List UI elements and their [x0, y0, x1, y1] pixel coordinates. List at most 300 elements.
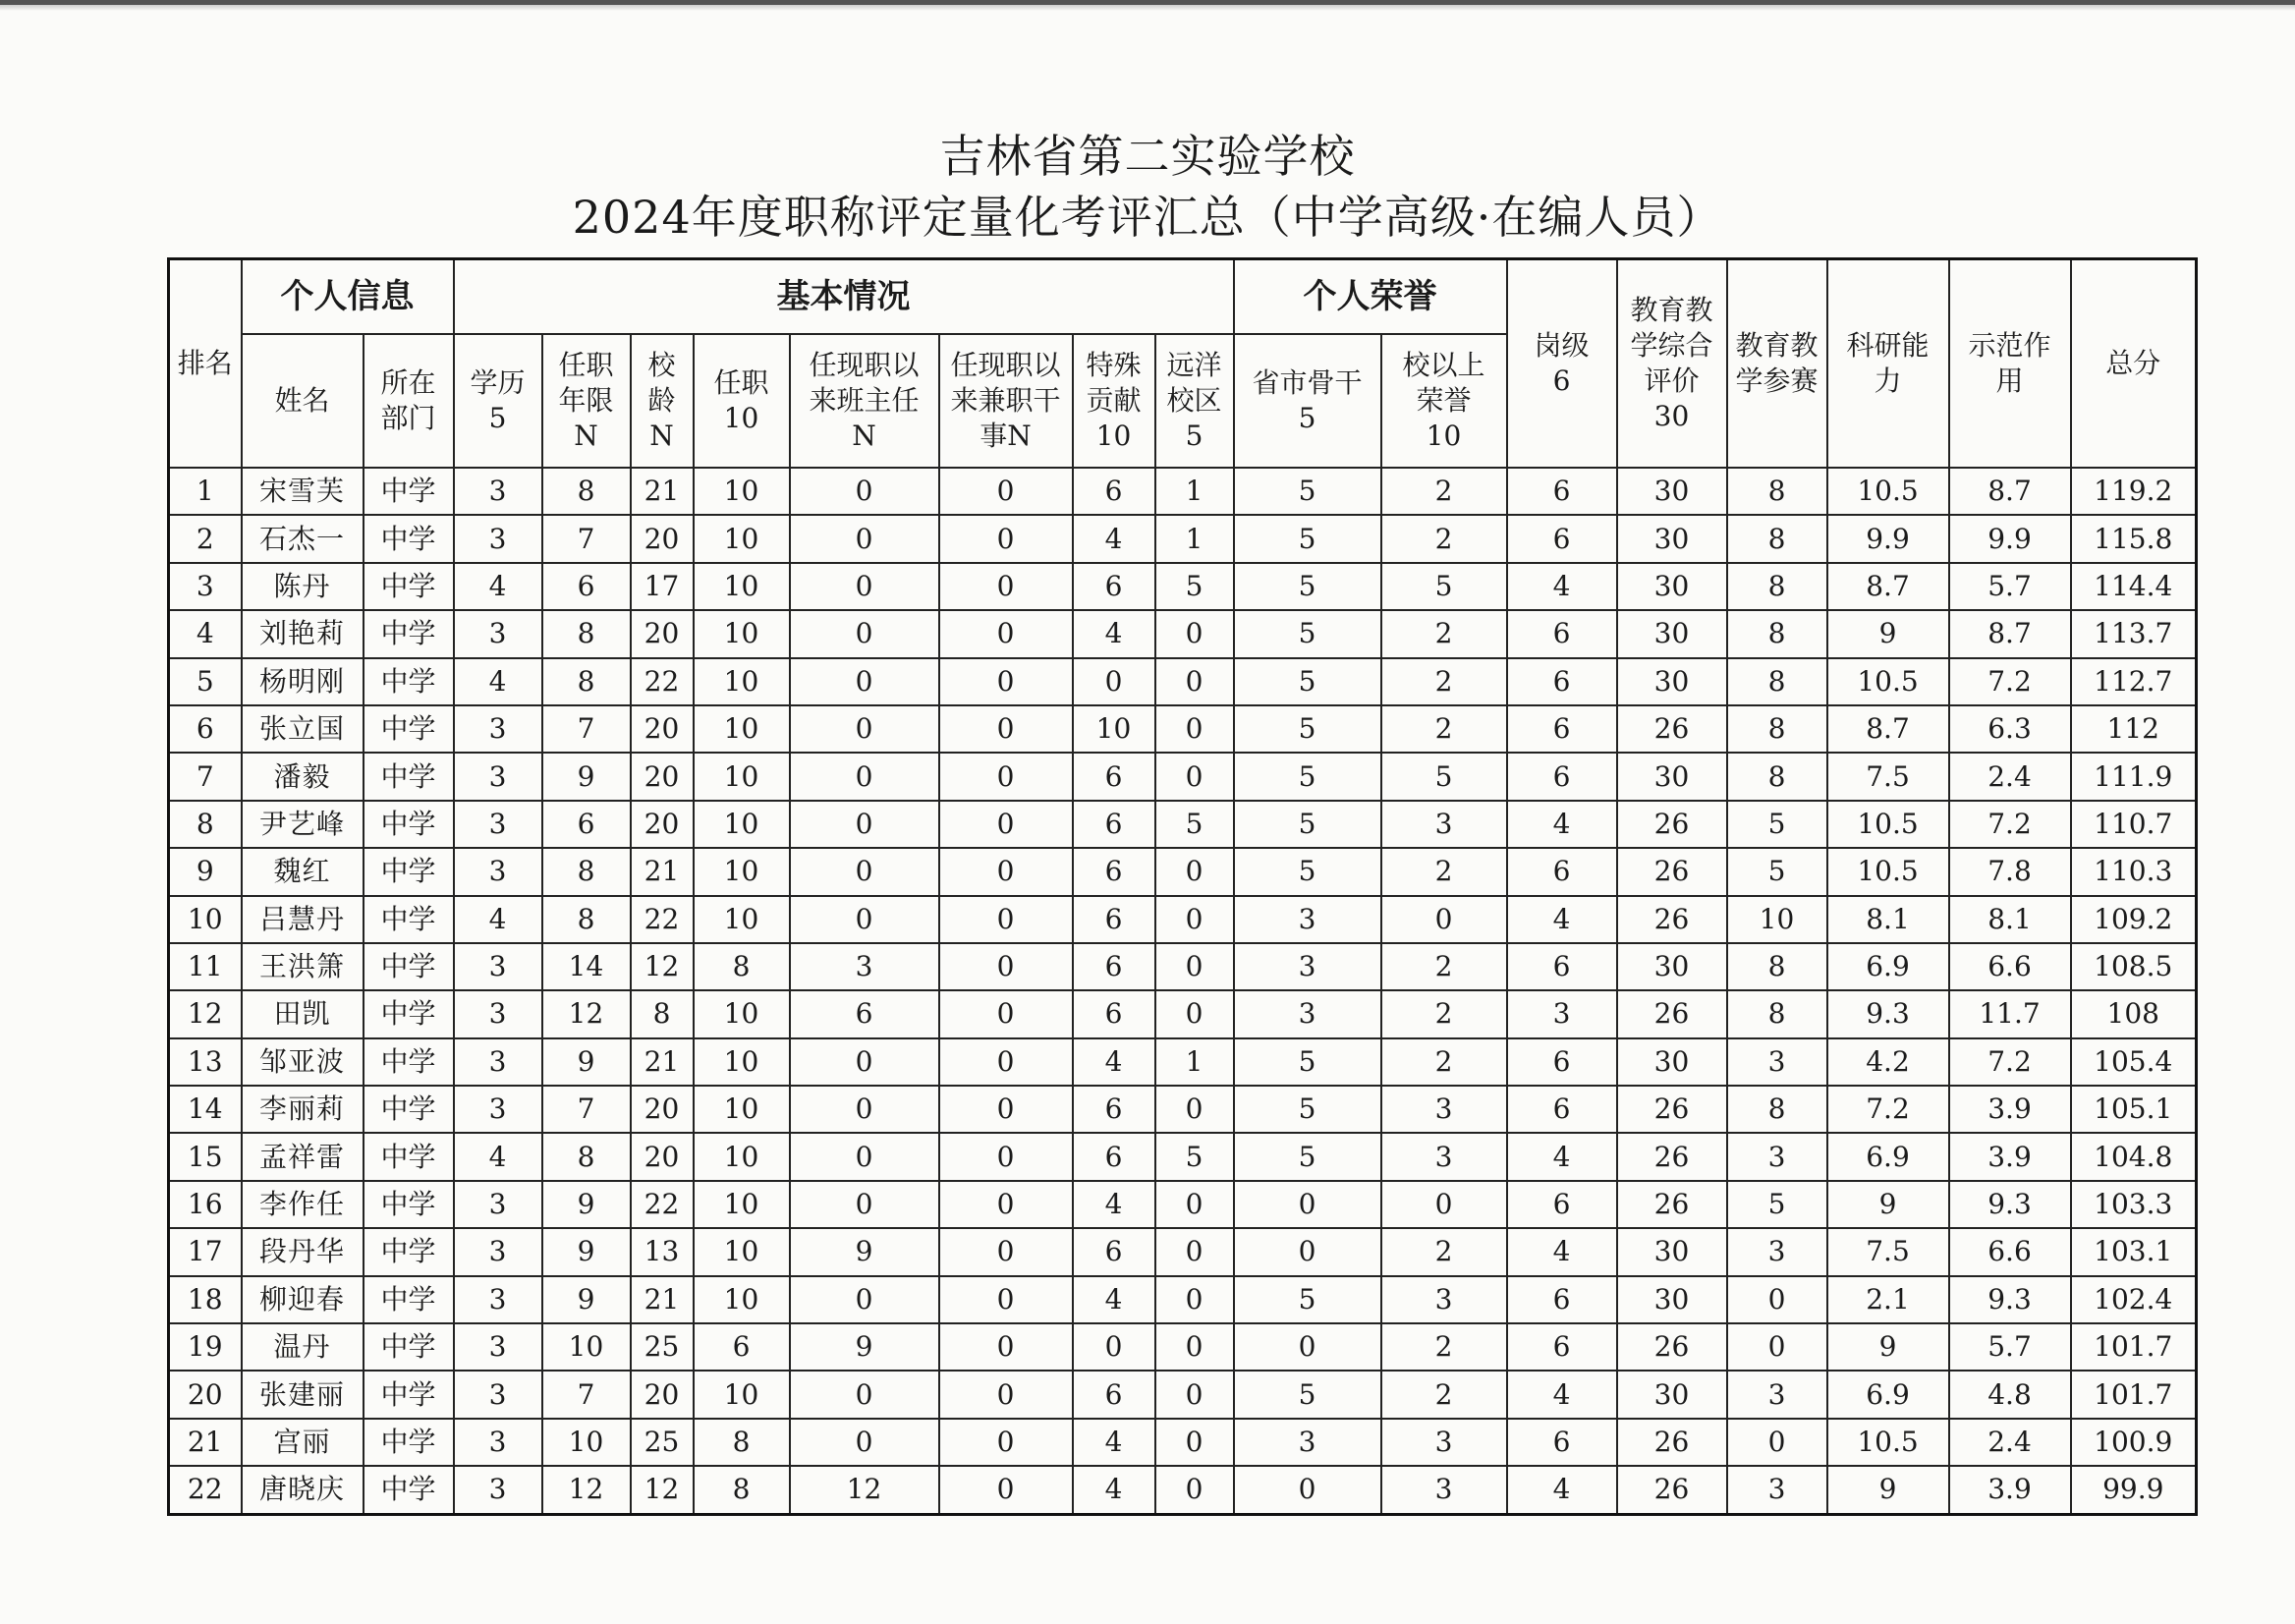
cell-yuanyang-campus: 0: [1155, 1276, 1234, 1323]
cell-education: 4: [454, 1133, 542, 1180]
cell-total: 109.2: [2071, 896, 2197, 943]
cell-demonstration: 6.6: [1949, 943, 2071, 990]
cell-head-teacher: 0: [790, 515, 939, 562]
cell-backbone: 5: [1234, 801, 1381, 848]
cell-appointment: 10: [694, 990, 790, 1037]
cell-education: 3: [454, 1371, 542, 1418]
cell-head-teacher: 0: [790, 705, 939, 753]
cell-demonstration: 9.3: [1949, 1276, 2071, 1323]
cell-school-age: 8: [631, 990, 694, 1037]
header-school-honor: 校以上 荣誉 10: [1381, 334, 1507, 468]
cell-education: 3: [454, 1181, 542, 1228]
cell-part-time-cadre: 0: [939, 658, 1073, 705]
cell-tenure-years: 8: [542, 658, 631, 705]
cell-research: 7.5: [1827, 1228, 1949, 1275]
cell-total: 100.9: [2071, 1419, 2197, 1466]
cell-backbone: 5: [1234, 658, 1381, 705]
cell-tenure-years: 14: [542, 943, 631, 990]
cell-yuanyang-campus: 0: [1155, 753, 1234, 800]
cell-total: 112: [2071, 705, 2197, 753]
cell-part-time-cadre: 0: [939, 1323, 1073, 1371]
cell-total: 119.2: [2071, 468, 2197, 515]
cell-part-time-cadre: 0: [939, 1466, 1073, 1514]
header-research: 科研能 力: [1827, 259, 1949, 469]
cell-education: 3: [454, 990, 542, 1037]
cell-part-time-cadre: 0: [939, 563, 1073, 610]
cell-department: 中学: [364, 468, 454, 515]
cell-demonstration: 6.6: [1949, 1228, 2071, 1275]
cell-special-contribution: 6: [1073, 1086, 1155, 1133]
cell-teaching-eval: 30: [1617, 1038, 1727, 1086]
cell-tenure-years: 8: [542, 1133, 631, 1180]
header-department: 所在 部门: [364, 334, 454, 468]
cell-competition: 8: [1727, 563, 1827, 610]
cell-head-teacher: 0: [790, 563, 939, 610]
cell-name: 孟祥雷: [242, 1133, 364, 1180]
cell-school-age: 22: [631, 658, 694, 705]
cell-total: 103.1: [2071, 1228, 2197, 1275]
table-row: [169, 1228, 2197, 1275]
cell-teaching-eval: 26: [1617, 1181, 1727, 1228]
cell-department: 中学: [364, 1276, 454, 1323]
cell-backbone: 5: [1234, 515, 1381, 562]
header-teaching-eval: 教育教 学综合 评价 30: [1617, 259, 1727, 469]
cell-tenure-years: 9: [542, 753, 631, 800]
cell-yuanyang-campus: 0: [1155, 1086, 1234, 1133]
cell-teaching-eval: 26: [1617, 801, 1727, 848]
cell-demonstration: 8.1: [1949, 896, 2071, 943]
header-school-age: 校 龄 N: [631, 334, 694, 468]
cell-head-teacher: 0: [790, 1038, 939, 1086]
cell-demonstration: 7.2: [1949, 801, 2071, 848]
cell-school-honor: 3: [1381, 1133, 1507, 1180]
cell-yuanyang-campus: 5: [1155, 801, 1234, 848]
cell-name: 邹亚波: [242, 1038, 364, 1086]
header-appointment: 任职 10: [694, 334, 790, 468]
cell-demonstration: 8.7: [1949, 468, 2071, 515]
cell-rank: 10: [169, 896, 242, 943]
cell-total: 110.3: [2071, 848, 2197, 895]
cell-department: 中学: [364, 1323, 454, 1371]
cell-school-age: 25: [631, 1323, 694, 1371]
cell-competition: 3: [1727, 1371, 1827, 1418]
cell-yuanyang-campus: 5: [1155, 563, 1234, 610]
cell-part-time-cadre: 0: [939, 515, 1073, 562]
cell-demonstration: 2.4: [1949, 753, 2071, 800]
cell-special-contribution: 4: [1073, 1466, 1155, 1514]
cell-post-level: 6: [1507, 943, 1617, 990]
cell-yuanyang-campus: 0: [1155, 896, 1234, 943]
cell-special-contribution: 0: [1073, 1323, 1155, 1371]
cell-department: 中学: [364, 943, 454, 990]
cell-competition: 10: [1727, 896, 1827, 943]
cell-head-teacher: 0: [790, 610, 939, 657]
header-education: 学历 5: [454, 334, 542, 468]
cell-head-teacher: 6: [790, 990, 939, 1037]
table-row: [169, 1133, 2197, 1180]
cell-head-teacher: 0: [790, 1419, 939, 1466]
table-row: [169, 610, 2197, 657]
cell-department: 中学: [364, 1228, 454, 1275]
cell-education: 3: [454, 801, 542, 848]
cell-department: 中学: [364, 1181, 454, 1228]
cell-education: 3: [454, 1466, 542, 1514]
cell-backbone: 0: [1234, 1228, 1381, 1275]
cell-head-teacher: 0: [790, 468, 939, 515]
cell-department: 中学: [364, 1133, 454, 1180]
cell-yuanyang-campus: 0: [1155, 943, 1234, 990]
header-special-contribution: 特殊 贡献 10: [1073, 334, 1155, 468]
table-row: [169, 896, 2197, 943]
cell-school-honor: 2: [1381, 610, 1507, 657]
cell-head-teacher: 0: [790, 1133, 939, 1180]
cell-post-level: 6: [1507, 610, 1617, 657]
cell-appointment: 10: [694, 1228, 790, 1275]
cell-rank: 22: [169, 1466, 242, 1514]
cell-head-teacher: 0: [790, 1276, 939, 1323]
cell-name: 王洪箫: [242, 943, 364, 990]
cell-research: 6.9: [1827, 943, 1949, 990]
cell-name: 杨明刚: [242, 658, 364, 705]
cell-appointment: 10: [694, 1371, 790, 1418]
cell-rank: 17: [169, 1228, 242, 1275]
header-yuanyang-campus: 远洋 校区 5: [1155, 334, 1234, 468]
cell-teaching-eval: 26: [1617, 990, 1727, 1037]
cell-department: 中学: [364, 896, 454, 943]
cell-department: 中学: [364, 515, 454, 562]
cell-backbone: 0: [1234, 1181, 1381, 1228]
cell-research: 2.1: [1827, 1276, 1949, 1323]
cell-post-level: 6: [1507, 1419, 1617, 1466]
cell-backbone: 5: [1234, 753, 1381, 800]
cell-tenure-years: 8: [542, 896, 631, 943]
cell-school-age: 21: [631, 848, 694, 895]
cell-appointment: 8: [694, 943, 790, 990]
document-title: 吉林省第二实验学校: [939, 130, 1356, 183]
cell-special-contribution: 6: [1073, 1371, 1155, 1418]
cell-post-level: 6: [1507, 1323, 1617, 1371]
cell-demonstration: 5.7: [1949, 563, 2071, 610]
cell-special-contribution: 6: [1073, 896, 1155, 943]
table-row: [169, 1181, 2197, 1228]
cell-part-time-cadre: 0: [939, 848, 1073, 895]
score-summary-table: [167, 257, 2198, 1516]
table-row: [169, 515, 2197, 562]
cell-yuanyang-campus: 0: [1155, 1323, 1234, 1371]
cell-special-contribution: 6: [1073, 801, 1155, 848]
cell-tenure-years: 9: [542, 1181, 631, 1228]
cell-special-contribution: 4: [1073, 610, 1155, 657]
cell-education: 3: [454, 1419, 542, 1466]
cell-total: 105.1: [2071, 1086, 2197, 1133]
cell-department: 中学: [364, 705, 454, 753]
cell-appointment: 10: [694, 1276, 790, 1323]
cell-rank: 7: [169, 753, 242, 800]
cell-post-level: 6: [1507, 848, 1617, 895]
cell-teaching-eval: 26: [1617, 1133, 1727, 1180]
cell-demonstration: 3.9: [1949, 1466, 2071, 1514]
cell-part-time-cadre: 0: [939, 1086, 1073, 1133]
cell-education: 3: [454, 468, 542, 515]
group-header-basic-info: 基本情况: [454, 259, 1234, 335]
cell-tenure-years: 9: [542, 1276, 631, 1323]
cell-total: 105.4: [2071, 1038, 2197, 1086]
cell-yuanyang-campus: 0: [1155, 1228, 1234, 1275]
cell-school-age: 20: [631, 705, 694, 753]
cell-post-level: 4: [1507, 896, 1617, 943]
cell-name: 石杰一: [242, 515, 364, 562]
cell-research: 8.1: [1827, 896, 1949, 943]
cell-total: 112.7: [2071, 658, 2197, 705]
cell-teaching-eval: 26: [1617, 896, 1727, 943]
cell-competition: 0: [1727, 1323, 1827, 1371]
cell-head-teacher: 0: [790, 896, 939, 943]
cell-school-age: 20: [631, 1371, 694, 1418]
cell-research: 10.5: [1827, 1419, 1949, 1466]
table-row: [169, 563, 2197, 610]
cell-part-time-cadre: 0: [939, 1181, 1073, 1228]
cell-special-contribution: 6: [1073, 990, 1155, 1037]
cell-total: 110.7: [2071, 801, 2197, 848]
cell-name: 陈丹: [242, 563, 364, 610]
header-name: 姓名: [242, 334, 364, 468]
cell-yuanyang-campus: 1: [1155, 468, 1234, 515]
cell-school-age: 12: [631, 1466, 694, 1514]
cell-name: 吕慧丹: [242, 896, 364, 943]
header-competition: 教育教 学参赛: [1727, 259, 1827, 469]
cell-special-contribution: 0: [1073, 658, 1155, 705]
cell-education: 3: [454, 515, 542, 562]
cell-school-honor: 2: [1381, 1228, 1507, 1275]
table-row: [169, 943, 2197, 990]
cell-part-time-cadre: 0: [939, 1371, 1073, 1418]
cell-part-time-cadre: 0: [939, 1133, 1073, 1180]
cell-post-level: 6: [1507, 705, 1617, 753]
table-row: [169, 1276, 2197, 1323]
cell-post-level: 4: [1507, 1466, 1617, 1514]
cell-part-time-cadre: 0: [939, 943, 1073, 990]
cell-school-age: 17: [631, 563, 694, 610]
cell-tenure-years: 7: [542, 515, 631, 562]
cell-demonstration: 3.9: [1949, 1133, 2071, 1180]
cell-demonstration: 3.9: [1949, 1086, 2071, 1133]
cell-competition: 0: [1727, 1419, 1827, 1466]
cell-tenure-years: 7: [542, 1086, 631, 1133]
cell-head-teacher: 9: [790, 1228, 939, 1275]
cell-teaching-eval: 26: [1617, 1323, 1727, 1371]
cell-rank: 2: [169, 515, 242, 562]
cell-part-time-cadre: 0: [939, 1228, 1073, 1275]
cell-name: 魏红: [242, 848, 364, 895]
cell-post-level: 6: [1507, 515, 1617, 562]
cell-appointment: 10: [694, 1038, 790, 1086]
cell-demonstration: 6.3: [1949, 705, 2071, 753]
cell-post-level: 4: [1507, 1228, 1617, 1275]
cell-name: 刘艳莉: [242, 610, 364, 657]
cell-total: 115.8: [2071, 515, 2197, 562]
cell-education: 4: [454, 563, 542, 610]
cell-appointment: 8: [694, 1466, 790, 1514]
cell-education: 3: [454, 1323, 542, 1371]
cell-name: 柳迎春: [242, 1276, 364, 1323]
cell-appointment: 10: [694, 753, 790, 800]
cell-demonstration: 7.2: [1949, 658, 2071, 705]
cell-special-contribution: 4: [1073, 1181, 1155, 1228]
cell-head-teacher: 12: [790, 1466, 939, 1514]
cell-rank: 9: [169, 848, 242, 895]
cell-rank: 6: [169, 705, 242, 753]
cell-competition: 8: [1727, 515, 1827, 562]
cell-appointment: 10: [694, 468, 790, 515]
cell-research: 9.3: [1827, 990, 1949, 1037]
cell-competition: 8: [1727, 753, 1827, 800]
cell-appointment: 10: [694, 515, 790, 562]
cell-demonstration: 9.3: [1949, 1181, 2071, 1228]
cell-rank: 13: [169, 1038, 242, 1086]
cell-total: 103.3: [2071, 1181, 2197, 1228]
cell-post-level: 6: [1507, 468, 1617, 515]
cell-research: 10.5: [1827, 801, 1949, 848]
cell-school-age: 25: [631, 1419, 694, 1466]
cell-head-teacher: 9: [790, 1323, 939, 1371]
cell-department: 中学: [364, 658, 454, 705]
cell-school-honor: 2: [1381, 1038, 1507, 1086]
cell-post-level: 6: [1507, 658, 1617, 705]
cell-demonstration: 8.7: [1949, 610, 2071, 657]
cell-research: 9: [1827, 610, 1949, 657]
cell-post-level: 6: [1507, 1276, 1617, 1323]
cell-backbone: 5: [1234, 705, 1381, 753]
cell-competition: 0: [1727, 1276, 1827, 1323]
cell-yuanyang-campus: 5: [1155, 1133, 1234, 1180]
cell-research: 9: [1827, 1323, 1949, 1371]
cell-special-contribution: 4: [1073, 1419, 1155, 1466]
table-row: [169, 705, 2197, 753]
cell-rank: 14: [169, 1086, 242, 1133]
cell-rank: 8: [169, 801, 242, 848]
cell-yuanyang-campus: 0: [1155, 1371, 1234, 1418]
cell-competition: 8: [1727, 943, 1827, 990]
cell-department: 中学: [364, 1086, 454, 1133]
cell-part-time-cadre: 0: [939, 990, 1073, 1037]
cell-school-honor: 0: [1381, 896, 1507, 943]
cell-total: 104.8: [2071, 1133, 2197, 1180]
header-backbone: 省市骨干 5: [1234, 334, 1381, 468]
header-demonstration: 示范作 用: [1949, 259, 2071, 469]
cell-department: 中学: [364, 610, 454, 657]
cell-research: 8.7: [1827, 563, 1949, 610]
cell-head-teacher: 0: [790, 658, 939, 705]
cell-department: 中学: [364, 1419, 454, 1466]
cell-school-honor: 3: [1381, 1276, 1507, 1323]
cell-name: 温丹: [242, 1323, 364, 1371]
cell-name: 唐晓庆: [242, 1466, 364, 1514]
cell-total: 101.7: [2071, 1323, 2197, 1371]
cell-competition: 8: [1727, 610, 1827, 657]
cell-yuanyang-campus: 1: [1155, 1038, 1234, 1086]
cell-appointment: 10: [694, 563, 790, 610]
cell-demonstration: 2.4: [1949, 1419, 2071, 1466]
cell-head-teacher: 0: [790, 1371, 939, 1418]
cell-post-level: 6: [1507, 1086, 1617, 1133]
cell-teaching-eval: 26: [1617, 1466, 1727, 1514]
cell-yuanyang-campus: 0: [1155, 610, 1234, 657]
cell-special-contribution: 6: [1073, 753, 1155, 800]
cell-education: 3: [454, 705, 542, 753]
cell-backbone: 3: [1234, 1419, 1381, 1466]
cell-school-age: 12: [631, 943, 694, 990]
cell-research: 10.5: [1827, 658, 1949, 705]
cell-school-honor: 2: [1381, 990, 1507, 1037]
cell-school-honor: 3: [1381, 1419, 1507, 1466]
cell-school-honor: 2: [1381, 515, 1507, 562]
cell-backbone: 0: [1234, 1466, 1381, 1514]
cell-appointment: 10: [694, 610, 790, 657]
cell-name: 段丹华: [242, 1228, 364, 1275]
cell-backbone: 5: [1234, 848, 1381, 895]
cell-competition: 3: [1727, 1228, 1827, 1275]
cell-tenure-years: 8: [542, 610, 631, 657]
cell-school-honor: 2: [1381, 658, 1507, 705]
cell-demonstration: 11.7: [1949, 990, 2071, 1037]
cell-name: 张建丽: [242, 1371, 364, 1418]
header-rank: 排名: [169, 259, 242, 469]
cell-tenure-years: 6: [542, 563, 631, 610]
cell-appointment: 10: [694, 1181, 790, 1228]
cell-rank: 5: [169, 658, 242, 705]
cell-competition: 3: [1727, 1133, 1827, 1180]
cell-competition: 5: [1727, 1181, 1827, 1228]
cell-backbone: 5: [1234, 610, 1381, 657]
cell-total: 108: [2071, 990, 2197, 1037]
cell-part-time-cadre: 0: [939, 610, 1073, 657]
cell-demonstration: 4.8: [1949, 1371, 2071, 1418]
cell-rank: 21: [169, 1419, 242, 1466]
cell-post-level: 4: [1507, 801, 1617, 848]
cell-education: 3: [454, 1038, 542, 1086]
header-total: 总分: [2071, 259, 2197, 469]
table-row: [169, 1086, 2197, 1133]
cell-backbone: 3: [1234, 990, 1381, 1037]
cell-backbone: 5: [1234, 563, 1381, 610]
cell-head-teacher: 3: [790, 943, 939, 990]
cell-rank: 12: [169, 990, 242, 1037]
cell-head-teacher: 0: [790, 848, 939, 895]
cell-backbone: 5: [1234, 1038, 1381, 1086]
cell-special-contribution: 6: [1073, 1133, 1155, 1180]
cell-department: 中学: [364, 1371, 454, 1418]
cell-appointment: 6: [694, 1323, 790, 1371]
cell-research: 10.5: [1827, 468, 1949, 515]
cell-competition: 8: [1727, 1086, 1827, 1133]
cell-rank: 16: [169, 1181, 242, 1228]
cell-school-age: 13: [631, 1228, 694, 1275]
cell-yuanyang-campus: 0: [1155, 705, 1234, 753]
cell-special-contribution: 4: [1073, 515, 1155, 562]
cell-school-honor: 2: [1381, 943, 1507, 990]
cell-school-honor: 2: [1381, 1323, 1507, 1371]
cell-teaching-eval: 30: [1617, 563, 1727, 610]
cell-name: 李作任: [242, 1181, 364, 1228]
table-row: [169, 1419, 2197, 1466]
cell-teaching-eval: 30: [1617, 610, 1727, 657]
cell-backbone: 3: [1234, 943, 1381, 990]
header-head-teacher: 任现职以 来班主任 N: [790, 334, 939, 468]
cell-post-level: 4: [1507, 563, 1617, 610]
cell-teaching-eval: 30: [1617, 658, 1727, 705]
cell-teaching-eval: 30: [1617, 1228, 1727, 1275]
cell-backbone: 0: [1234, 1323, 1381, 1371]
